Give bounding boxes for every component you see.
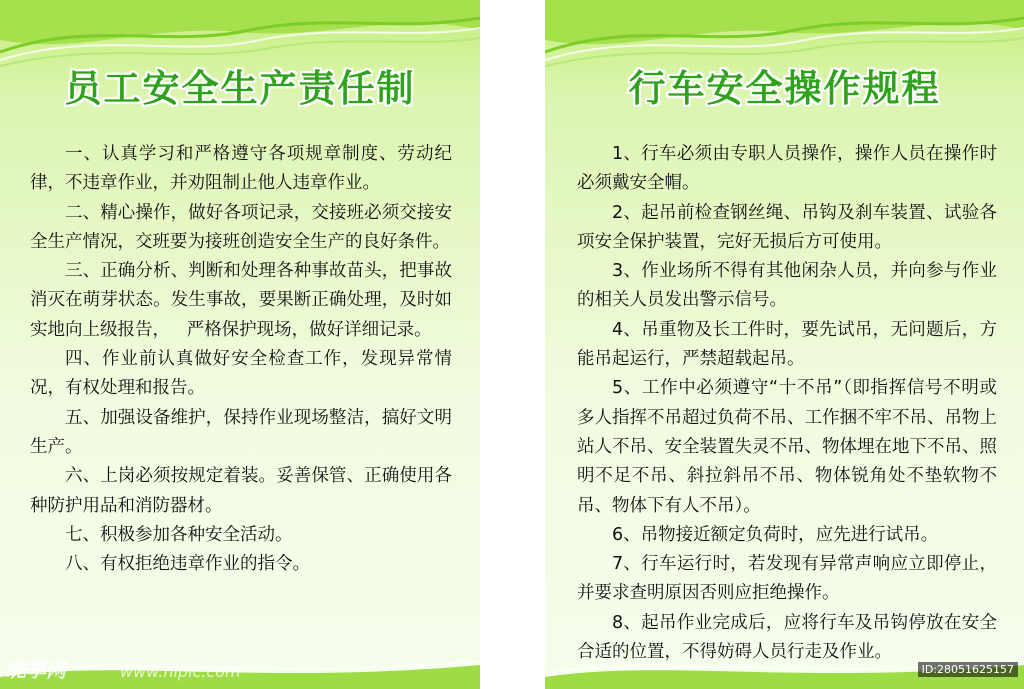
rule-paragraph: 3、作业场所不得有其他闲杂人员，并向参与作业的相关人员发出警示信号。 [577,261,997,311]
page-title: 行车安全操作规程 [628,67,941,110]
right-safety-board [545,0,1024,689]
rule-paragraph: 6、吊物接近额定负荷时，应先进行试吊。 [612,524,939,545]
rule-paragraph: 4、吊重物及长工件时，要先试吊，无问题后，方能吊起运行，严禁超载起吊。 [577,319,997,370]
rule-paragraph: 一、认真学习和严格遵守各项规章制度、劳动纪律，不违章作业，并劝阻制止他人违章作业。 [30,144,452,194]
rules-text [30,140,452,579]
watermark-logo: 昵享网 [6,658,66,682]
page-title: 员工安全生产责任制 [64,67,416,110]
watermark-url: www.nipic.com [120,662,241,681]
rule-paragraph: 五、加强设备维护，保持作业现场整洁，搞好文明生产。 [30,407,452,457]
rule-paragraph: 2、起吊前检查钢丝绳、吊钩及刹车装置、试验各项安全保护装置，完好无损后方可使用。 [577,202,997,252]
rules-text [577,140,997,667]
rule-paragraph: 四、作业前认真做好安全检查工作，发现异常情况，有权处理和报告。 [30,349,452,399]
rule-paragraph: 七、积极参加各种安全活动。 [65,524,293,545]
left-safety-board [0,0,480,689]
watermark-id: ID:28051625157 [918,662,1018,677]
rule-paragraph: 六、上岗必须按规定着装。妥善保管、正确使用各种防护用品和消防器材。 [30,466,452,516]
rule-paragraph: 8、起吊作业完成后，应将行车及吊钩停放在安全合适的位置，不得妨碍人员行走及作业。 [577,612,997,663]
rule-paragraph: 八、有权拒绝违章作业的指令。 [65,554,310,575]
rule-paragraph: 二、精心操作，做好各项记录，交接班必须交接安全生产情况，交班要为接班创造安全生产的良好条件。 [30,202,452,252]
rule-paragraph: 5、工作中必须遵守“十不吊”（即指挥信号不明或多人指挥不吊超过负荷不吊、工作捆不牢不吊、吊物上站人不吊、安全装置失灵不吊、物体埋在地下不吊、照明不足不吊、斜拉斜吊不吊、物体锐角处不垫软物不吊、物体下有人不吊）。 [577,378,997,516]
rule-paragraph: 三、正确分析、判断和处理各种事故苗头，把事故消灭在萌芽状态。发生事故，要果断正确处理，及时如实地向上级报告， 严格保护现场，做好详细记录。 [30,261,452,340]
rule-paragraph: 7、行车运行时，若发现有异常声响应立即停止，并要求查明原因否则应拒绝操作。 [577,554,997,604]
rule-paragraph: 1、行车必须由专职人员操作，操作人员在操作时必须戴安全帽。 [577,144,997,194]
